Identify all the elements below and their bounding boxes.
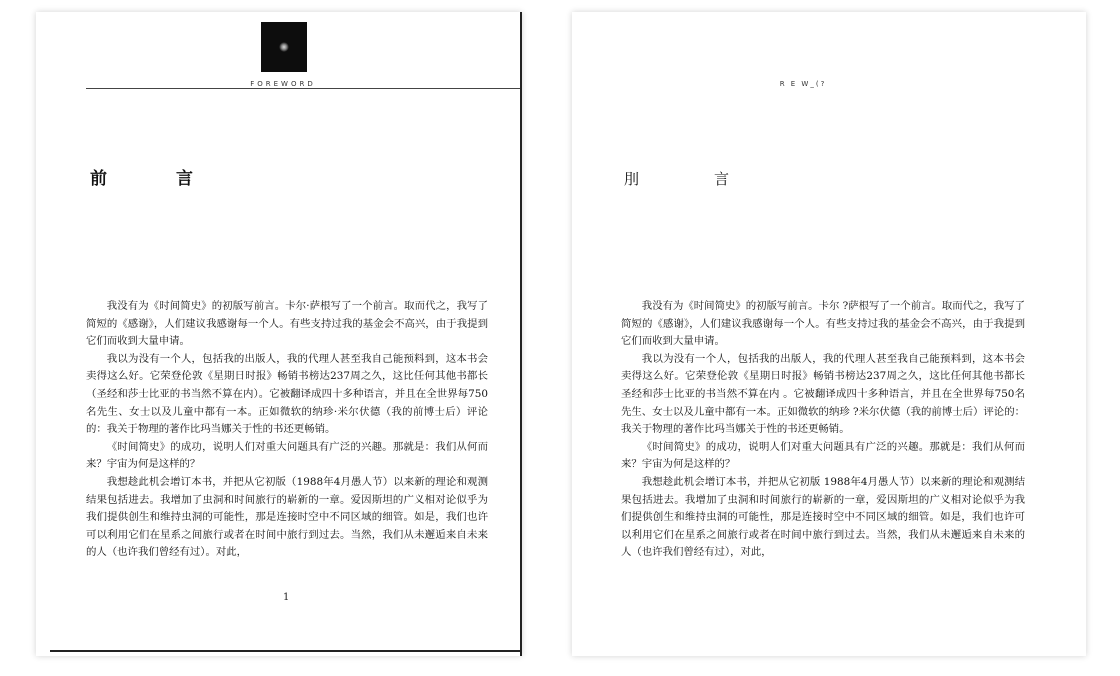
paragraph: 我以为没有一个人，包括我的出版人，我的代理人甚至我自己能预料到，这本书会卖得这么好。它荣登伦敦《星期日时报》畅销书榜达237周之久，这比任何其他书都长（圣经和莎士比亚的书当然不算在内）。它被翻译成四十多种语言，并且在全世界每750名先生、女士以及儿童中都有一本。正如微软的纳珍·米尔伏德（我的前博士后）评论的：我关于物理的著作比玛当娜关于性的书还更畅销。	[86, 352, 488, 436]
scan-edge-right	[520, 12, 522, 656]
body-text	[86, 298, 488, 562]
scan-edge-bottom	[50, 650, 522, 652]
chapter-title: 刖 言	[624, 170, 760, 188]
page-number: 1	[283, 592, 290, 603]
running-header: FOREWORD	[250, 80, 316, 88]
book-emblem-icon	[261, 22, 307, 72]
star-emblem-icon	[279, 42, 289, 52]
header-rule	[86, 88, 522, 89]
paragraph: 我没有为《时间简史》的初版写前言。卡尔 ?萨根写了一个前言。取而代之，我写了简短的《感谢》，人们建议我感谢每一个人。有些支持过我的基金会不高兴，由于我提到它们而收到大量申请。	[621, 300, 1025, 348]
paragraph: 我以为没有一个人，包括我的出版人，我的代理人甚至我自己能预料到，这本书会卖得这么好。它荣登伦敦《星期日时报》畅销书榜达237周之久，这比任何其他书都长 圣经和莎士比亚的书当然不算在内 。它被翻译成四十多种语言，并且在全世界每750名先生、女士以及儿童中都有一本。正如微软的纳珍 ?米尔伏德（我的前博士后）评论的：我关于物理的著作比玛当娜关于性的书还更畅销。	[621, 352, 1025, 436]
paragraph: 我想趁此机会增订本书，并把从它初版（1988年4月愚人节）以来新的理论和观测结果包括进去。我增加了虫洞和时间旅行的崭新的一章。爱因斯坦的广义相对论似乎为我们提供创生和维持虫洞的可能性，那是连接时空中不同区域的细管。如是，我们也许可以利用它们在星系之间旅行或者在时间中旅行到过去。当然，我们从未邂逅来自未来的人（也许我们曾经有过）。对此，	[86, 475, 488, 559]
paragraph: 我没有为《时间简史》的初版写前言。卡尔·萨根写了一个前言。取而代之，我写了简短的《感谢》，人们建议我感谢每一个人。有些支持过我的基金会不高兴，由于我提到它们而收到大量申请。	[86, 300, 488, 348]
chapter-title: 前 言	[90, 169, 219, 189]
running-header: R E W_(?	[779, 80, 827, 88]
paragraph: 我想趁此机会增订本书，并把从它初版 1988年4月愚人节）以来新的理论和观测结果包括进去。我增加了虫洞和时间旅行的崭新的一章，爱因斯坦的广义相对论似乎为我们提供创生和维持虫洞的可能性，那是连接时空中不同区域的细管。如是，我们也许可以利用它们在星系之间旅行或者在时间中旅行到过去。当然，我们从未邂逅来自未来的人（也许我们曾经有过），对此，	[621, 475, 1025, 559]
ocr-page-right	[572, 12, 1086, 656]
scanned-page-left	[36, 12, 522, 656]
body-text	[621, 298, 1025, 562]
paragraph: 《时间简史》的成功，说明人们对重大问题具有广泛的兴趣。那就是：我们从何而来？宇宙为何是这样的？	[621, 440, 1025, 471]
paragraph: 《时间简史》的成功，说明人们对重大问题具有广泛的兴趣。那就是：我们从何而来？宇宙为何是这样的？	[86, 440, 488, 471]
